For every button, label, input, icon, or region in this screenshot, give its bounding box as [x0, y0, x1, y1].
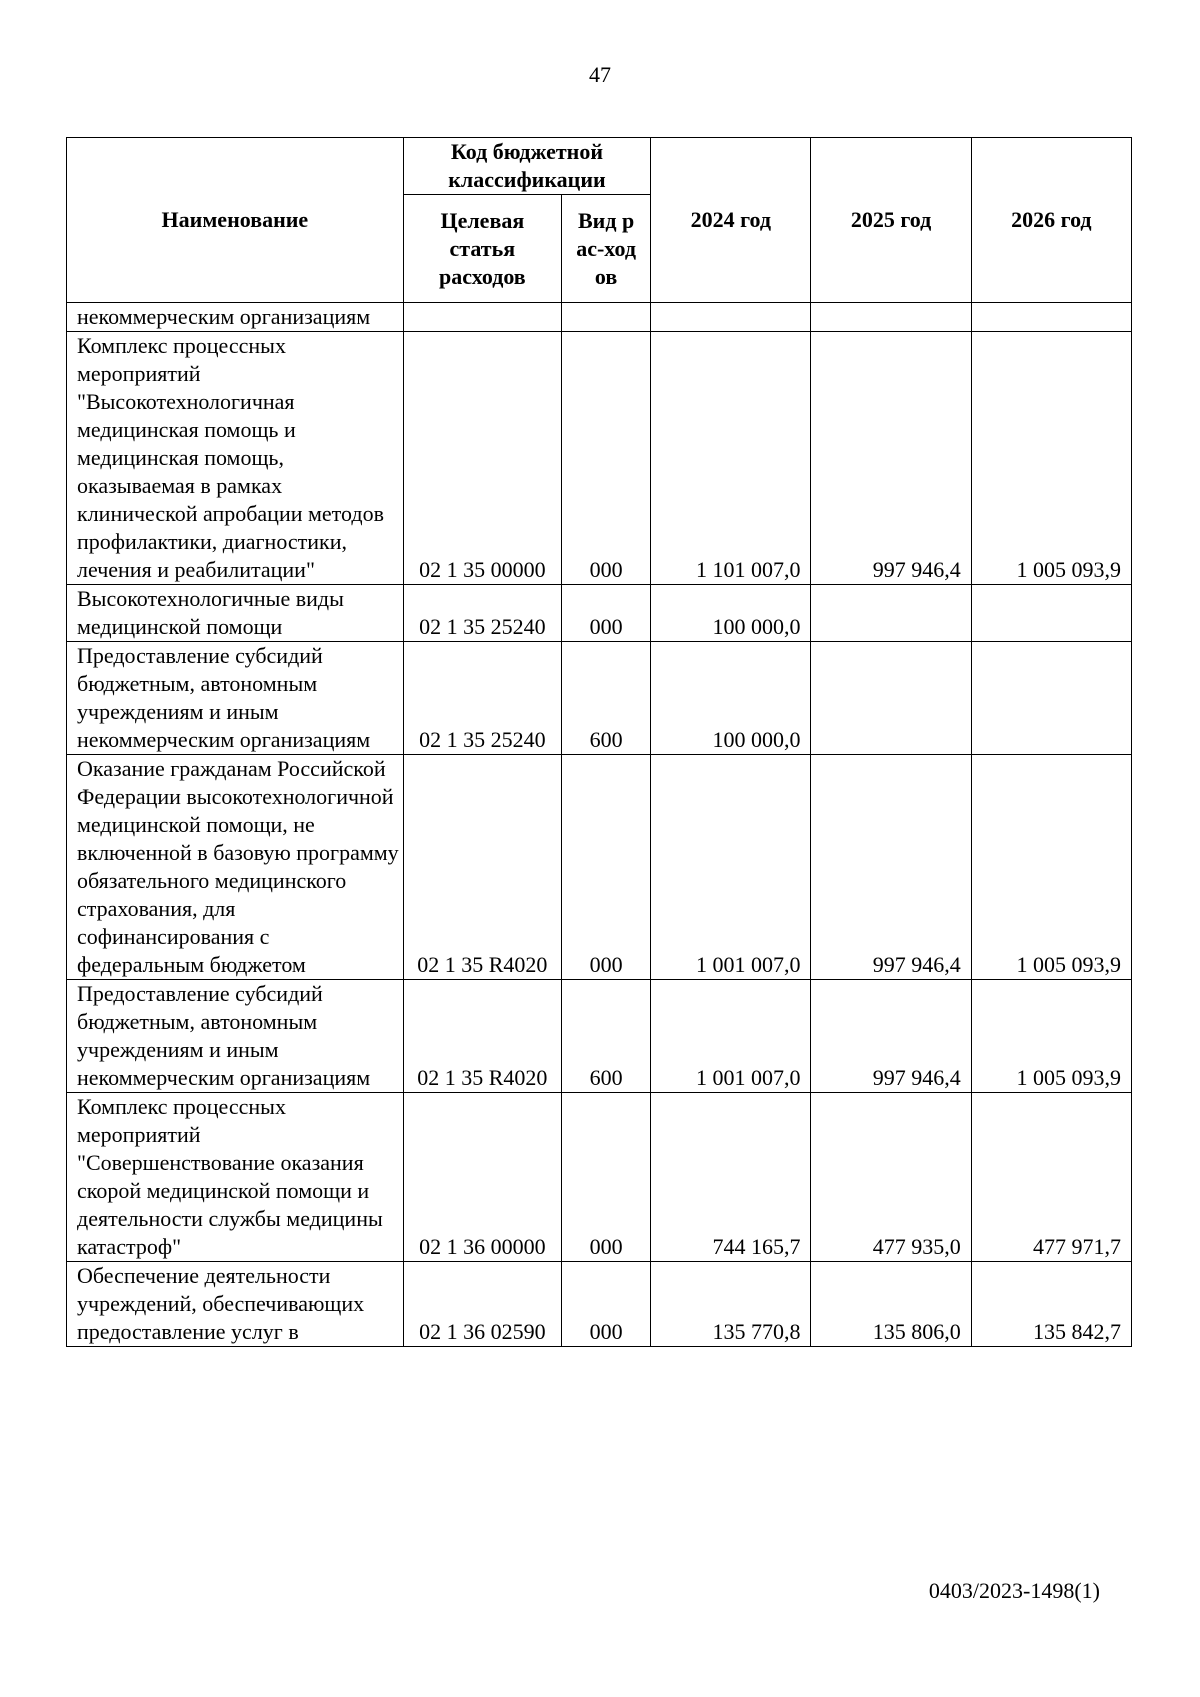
row-2025: 997 946,4 [811, 332, 971, 585]
budget-table [66, 137, 1132, 1347]
row-2026: 1 005 093,9 [971, 332, 1131, 585]
header-2025: 2025 год [811, 138, 971, 303]
row-name: Обеспечение деятельности учреждений, обеспечивающих предоставление услуг в [67, 1262, 404, 1347]
row-2025 [811, 585, 971, 642]
row-kind: 600 [561, 980, 650, 1093]
row-name: Предоставление субсидий бюджетным, автономным учреждениям и иным некоммерческим организациям [67, 980, 404, 1093]
header-code-group: Код бюджетной классификации [403, 138, 650, 195]
table-row [67, 642, 1132, 755]
row-2025: 135 806,0 [811, 1262, 971, 1347]
table-row [67, 980, 1132, 1093]
row-2024: 1 101 007,0 [651, 332, 811, 585]
row-2024: 135 770,8 [651, 1262, 811, 1347]
row-2024: 100 000,0 [651, 585, 811, 642]
row-kind: 000 [561, 755, 650, 980]
row-name: Комплекс процессных мероприятий "Высокотехнологичная медицинская помощь и медицинская помощь, оказываемая в рамках клинической апробации методов профилактики, диагностики, лечения и реабилитации" [67, 332, 404, 585]
row-2025: 997 946,4 [811, 980, 971, 1093]
row-code: 02 1 36 00000 [403, 1093, 561, 1262]
row-name: Высокотехнологичные виды медицинской помощи [67, 585, 404, 642]
table-row [67, 1093, 1132, 1262]
row-2024 [651, 303, 811, 332]
row-code: 02 1 35 R4020 [403, 980, 561, 1093]
header-2024: 2024 год [651, 138, 811, 303]
row-2024: 744 165,7 [651, 1093, 811, 1262]
row-code: 02 1 35 00000 [403, 332, 561, 585]
row-2026 [971, 642, 1131, 755]
row-kind [561, 303, 650, 332]
table-row [67, 755, 1132, 980]
row-2025: 477 935,0 [811, 1093, 971, 1262]
row-2025: 997 946,4 [811, 755, 971, 980]
row-code: 02 1 36 02590 [403, 1262, 561, 1347]
table-row [67, 303, 1132, 332]
row-2026: 477 971,7 [971, 1093, 1131, 1262]
row-code: 02 1 35 25240 [403, 642, 561, 755]
header-name: Наименование [67, 138, 404, 303]
page-number: 47 [589, 62, 611, 87]
row-name: Предоставление субсидий бюджетным, автономным учреждениям и иным некоммерческим организациям [67, 642, 404, 755]
header-2026: 2026 год [971, 138, 1131, 303]
row-kind: 000 [561, 1093, 650, 1262]
row-2026: 1 005 093,9 [971, 980, 1131, 1093]
row-kind: 000 [561, 585, 650, 642]
header-kind: Вид рас-ходов [561, 195, 650, 303]
table-row [67, 585, 1132, 642]
row-kind: 000 [561, 332, 650, 585]
row-2024: 100 000,0 [651, 642, 811, 755]
row-2024: 1 001 007,0 [651, 755, 811, 980]
row-2026: 1 005 093,9 [971, 755, 1131, 980]
row-name: некоммерческим организациям [67, 303, 404, 332]
row-2024: 1 001 007,0 [651, 980, 811, 1093]
table-row [67, 332, 1132, 585]
document-code: 0403/2023-1498(1) [928, 1578, 1100, 1603]
header-target: Целевая статья расходов [403, 195, 561, 303]
row-2025 [811, 642, 971, 755]
row-2026 [971, 585, 1131, 642]
row-name: Комплекс процессных мероприятий "Совершенствование оказания скорой медицинской помощи и деятельности службы медицины катастроф" [67, 1093, 404, 1262]
row-2026 [971, 303, 1131, 332]
row-code [403, 303, 561, 332]
table-row [67, 1262, 1132, 1347]
row-kind: 000 [561, 1262, 650, 1347]
row-code: 02 1 35 R4020 [403, 755, 561, 980]
row-code: 02 1 35 25240 [403, 585, 561, 642]
row-2026: 135 842,7 [971, 1262, 1131, 1347]
row-kind: 600 [561, 642, 650, 755]
row-2025 [811, 303, 971, 332]
row-name: Оказание гражданам Российской Федерации высокотехнологичной медицинской помощи, не включенной в базовую программу обязательного медицинского страхования, для софинансирования с федеральным бюджетом [67, 755, 404, 980]
